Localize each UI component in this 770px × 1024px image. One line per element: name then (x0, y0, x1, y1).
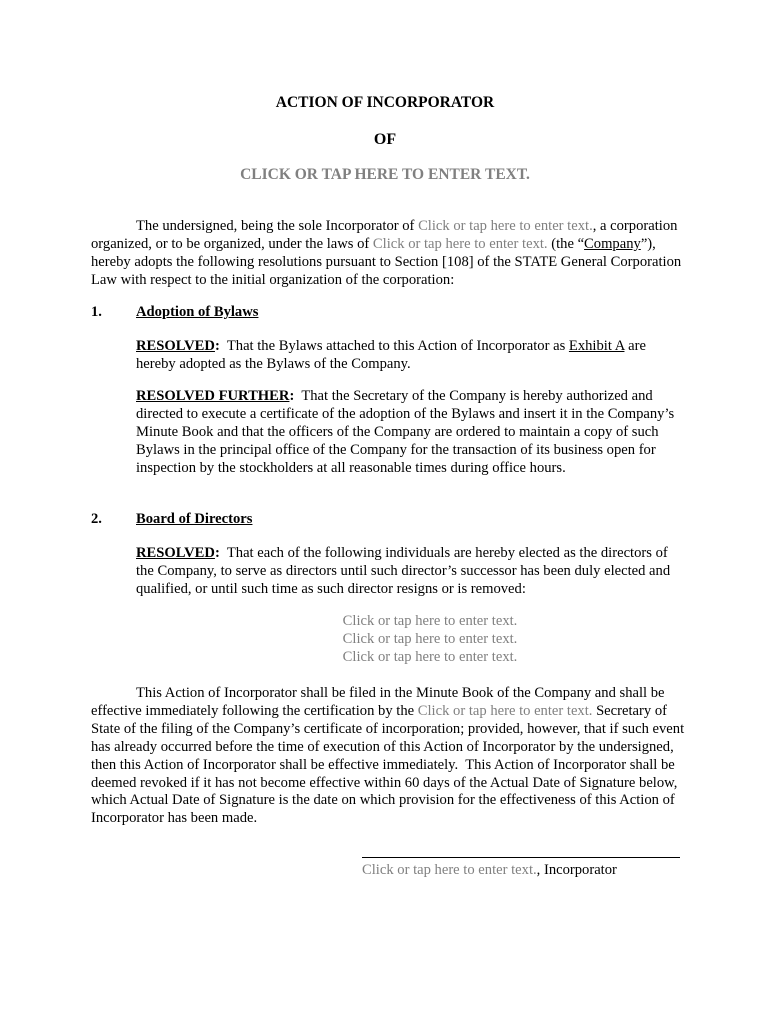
closing-text-2: Secretary of State of the filing of the Company’s certificate of incorporation; provided, however, that if such event has already occurred before the time of execution of this Action of Incorporator by the undersigned, then this Action of Incorporator shall be effective immediately. This Action of Incorporator shall be deemed revoked if it has not become effective within 60 days of the Actual Date of Signature below, which Actual Date of Signature is the date on which provision for the effectiveness of this Action of Incorporator has been made. (91, 702, 688, 827)
exhibit-a-reference: Exhibit A (568, 338, 625, 354)
document-title-of: OF (373, 131, 397, 148)
section-heading-bylaws: Adoption of Bylaws (136, 304, 259, 320)
state-of-incorporation-placeholder[interactable]: Click or tap here to enter text. (372, 235, 548, 252)
resolution-text: That each of the following individuals are hereby elected as the directors of the Company, to serve as directors until such director’s successor has been duly elected and qualified, or until such time as such director resigns or is removed: (136, 545, 674, 597)
signature-caption (362, 862, 617, 880)
closing-paragraph (91, 685, 691, 828)
incorporator-name-placeholder[interactable]: Click or tap here to enter text. (418, 218, 593, 234)
company-name-placeholder[interactable]: CLICK OR TAP HERE TO ENTER TEXT. (240, 166, 530, 183)
resolved-label: RESOLVED (136, 545, 215, 561)
resolved-label: RESOLVED (136, 338, 215, 354)
resolution-text-end: are hereby adopted as the Bylaws of the Company. (136, 338, 646, 372)
intro-paragraph (91, 218, 691, 290)
resolution-adopt-bylaws (136, 338, 681, 374)
incorporator-signature-name-placeholder[interactable]: Click or tap here to enter text. (362, 862, 537, 878)
intro-text-1: The undersigned, being the sole Incorporator of (136, 218, 419, 234)
resolution-further-bylaws (136, 388, 681, 478)
signature-line (362, 857, 680, 858)
filing-state-placeholder[interactable]: Click or tap here to enter text. (417, 702, 593, 719)
incorporator-title: , Incorporator (536, 862, 617, 878)
section-heading-board: Board of Directors (136, 511, 253, 527)
section-number-2: 2. (91, 511, 102, 527)
intro-text-3: (the “ (547, 235, 585, 252)
director-name-placeholder-2[interactable]: Click or tap here to enter text. (342, 631, 518, 647)
director-name-placeholder-3[interactable]: Click or tap here to enter text. (342, 649, 518, 665)
director-name-placeholder-1[interactable]: Click or tap here to enter text. (342, 613, 518, 629)
resolved-further-label: RESOLVED FURTHER (136, 388, 290, 404)
document-title: ACTION OF INCORPORATOR (275, 94, 495, 111)
intro-text-2: , a corporation organized, or to be organized, under the laws of (91, 218, 678, 252)
section-number-1: 1. (91, 304, 102, 320)
resolution-text: That the Bylaws attached to this Action of Incorporator as (219, 338, 569, 354)
resolved-colon: : (214, 338, 220, 354)
resolved-further-colon: : (289, 388, 295, 404)
closing-text-1: This Action of Incorporator shall be filed in the Minute Book of the Company and shall be effective immediately following the certification by the (91, 685, 665, 719)
intro-text-4: ”), hereby adopts the following resolutions pursuant to Section [108] of the STATE General Corporation Law with respect to the initial organization of the corporation: (91, 235, 682, 288)
resolved-colon: : (214, 545, 220, 561)
resolution-text: That the Secretary of the Company is hereby authorized and directed to execute a certificate of the adoption of the Bylaws and insert it in the Company’s Minute Book and that the officers of the Company are ordered to maintain a copy of such Bylaws in the principal office of the Company for the transaction of its business open for inspection by the stockholders at all reasonable times during office hours. (136, 388, 678, 476)
director-list (0, 613, 770, 667)
resolution-elect-directors (136, 545, 681, 599)
company-defined-term: Company (584, 235, 641, 252)
